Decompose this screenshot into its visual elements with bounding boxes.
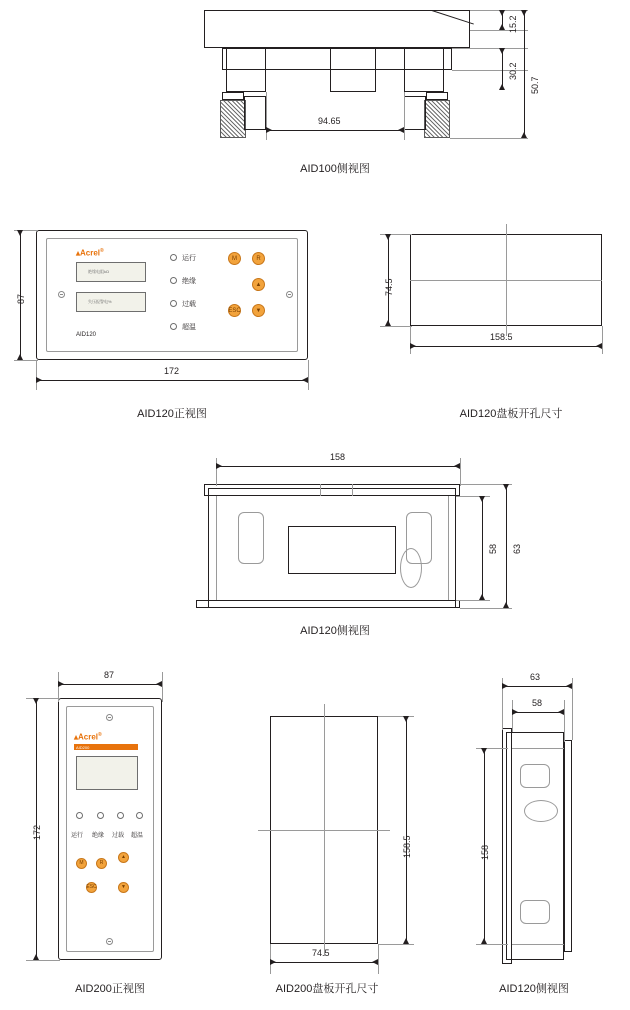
dim-arrow-63-bottom xyxy=(503,602,509,608)
aid200-lcd xyxy=(76,756,138,790)
dim-arrow-158-5-right xyxy=(596,343,602,349)
caption-aid120-side-2: AID120侧视图 xyxy=(499,983,569,995)
aid120-screw-right xyxy=(286,291,293,298)
aid100-right-spring xyxy=(424,100,450,138)
aid200-led-insulation xyxy=(97,812,104,819)
aid200-model-text: AID200 xyxy=(76,745,90,750)
ext-line-cut200-2 xyxy=(378,944,414,945)
aid120-side-edge-left xyxy=(216,496,217,600)
aid120-side-edge-right xyxy=(448,496,449,600)
aid120-side2-top-slot xyxy=(520,764,550,788)
caption-aid200-cutout: AID200盘板开孔尺寸 xyxy=(275,983,379,995)
dim-50-7: 50.7 xyxy=(530,76,540,94)
dim-58: 58 xyxy=(488,543,498,554)
aid120-lcd-1 xyxy=(76,262,146,282)
dim-line-63 xyxy=(506,484,507,608)
aid100-left-foot xyxy=(222,92,244,100)
dim-arrow-94-65-left xyxy=(266,127,272,133)
dim-arrow-58-top xyxy=(479,496,485,502)
ext-line-cut200-4 xyxy=(378,944,379,974)
dim-arrow-87-bottom xyxy=(17,354,23,360)
dim-line-158-5 xyxy=(410,346,602,347)
dim-63-2: 63 xyxy=(530,672,541,682)
aid200-button-m[interactable]: M xyxy=(76,858,87,869)
aid120-brand-logo xyxy=(76,248,104,258)
caption-aid120-front: AID120正视图 xyxy=(137,408,207,420)
aid100-top-edge xyxy=(204,10,434,11)
dim-158-5-h: 158.5 xyxy=(402,835,412,858)
dim-arrow-58-2-left xyxy=(512,709,518,715)
dim-arrow-158-5h-top xyxy=(403,716,409,722)
dim-line-58 xyxy=(482,496,483,600)
aid100-left-spring xyxy=(220,100,246,138)
aid200-screw-bottom xyxy=(106,938,113,945)
aid120-led-run xyxy=(170,254,177,261)
dim-line-94-65 xyxy=(266,130,404,131)
dim-63: 63 xyxy=(512,543,522,554)
aid200-brand-logo xyxy=(74,732,102,742)
aid120-button-r[interactable]: R xyxy=(252,252,265,265)
dim-arrow-87w-left xyxy=(58,681,64,687)
dim-arrow-87w-right xyxy=(156,681,162,687)
dim-arrow-30-2-top xyxy=(499,48,505,54)
ext-line-aid120s2-3 xyxy=(512,700,513,732)
dim-arrow-15-2-bottom xyxy=(499,24,505,30)
aid200-screw-top xyxy=(106,714,113,721)
dim-arrow-172-left xyxy=(36,377,42,383)
aid200-led-run xyxy=(76,812,83,819)
ext-line-cut120-3 xyxy=(410,326,411,354)
dim-line-158 xyxy=(216,466,460,467)
acrel-mark-icon-2: ▴ xyxy=(74,732,79,742)
aid120-side-faceplate xyxy=(204,484,460,496)
figure-aid120-side-2 xyxy=(420,660,630,1010)
dim-94-65: 94.65 xyxy=(318,116,341,126)
dim-arrow-158-2-bottom xyxy=(481,938,487,944)
dim-158: 158 xyxy=(330,452,346,462)
aid200-led-label-overload: 过载 xyxy=(112,833,125,839)
aid120-side2-inner-line-2 xyxy=(512,944,564,945)
aid200-led-overheat xyxy=(136,812,143,819)
dim-172-height: 172 xyxy=(32,824,42,840)
dim-arrow-172-right xyxy=(302,377,308,383)
ext-line-aid200f-3 xyxy=(26,698,60,699)
dim-87-width: 87 xyxy=(104,670,115,680)
aid100-right-leg xyxy=(404,48,444,92)
aid120-led-overheat xyxy=(170,323,177,330)
dim-line-63-2 xyxy=(502,686,572,687)
aid120-led-label-overload: 过载 xyxy=(182,301,196,308)
dim-arrow-58-bottom xyxy=(479,594,485,600)
aid200-led-label-run: 运行 xyxy=(71,833,84,839)
aid200-button-esc[interactable]: ESC xyxy=(86,882,97,893)
figure-aid100-side xyxy=(0,0,630,190)
dim-arrow-158-5-left xyxy=(410,343,416,349)
acrel-mark-icon: ▴ xyxy=(76,248,81,258)
dim-74-5: 74.5 xyxy=(384,278,394,296)
dim-30-2: 30.2 xyxy=(508,62,518,80)
dim-arrow-15-2-top xyxy=(499,10,505,16)
aid200-brand-text: Acrel xyxy=(78,732,99,742)
dim-arrow-58-2-right xyxy=(558,709,564,715)
dim-line-172 xyxy=(36,380,308,381)
aid120-button-esc[interactable]: ESC xyxy=(228,304,241,317)
aid120-side2-right-flange xyxy=(564,740,572,952)
ext-line-aid120s2-2 xyxy=(572,678,573,740)
dim-arrow-94-65-right xyxy=(398,127,404,133)
figure-aid200-front xyxy=(0,660,220,1010)
dim-line-58-2 xyxy=(512,712,564,713)
dim-158-5: 158.5 xyxy=(490,332,513,342)
aid120-side-bottom-flange xyxy=(196,600,460,608)
caption-aid120-cutout: AID120盘板开孔尺寸 xyxy=(459,408,563,420)
dim-arrow-74-5w-right xyxy=(372,959,378,965)
aid200-led-label-insulation: 绝缘 xyxy=(92,833,105,839)
aid200-led-label-overheat: 超温 xyxy=(131,833,144,839)
caption-aid200-front: AID200正视图 xyxy=(75,983,145,995)
dim-arrow-74-5-bottom xyxy=(385,320,391,326)
figure-aid120-front xyxy=(0,220,330,420)
ext-line-aid200f-4 xyxy=(26,960,60,961)
aid120-led-insulation xyxy=(170,277,177,284)
dim-line-158-5-h xyxy=(406,716,407,944)
dim-arrow-63-top xyxy=(503,484,509,490)
aid120-cutout-centerline-v xyxy=(506,224,507,336)
ext-line-aid120s-4 xyxy=(456,600,490,601)
ext-line-aid100-3 xyxy=(452,48,528,49)
ext-line-aid120s2-6 xyxy=(476,944,508,945)
dim-arrow-50-7-bottom xyxy=(521,132,527,138)
aid200-panel-inner xyxy=(66,706,154,952)
aid120-led-label-run: 运行 xyxy=(182,255,196,262)
ext-line-aid100-7 xyxy=(404,92,405,140)
figure-aid120-side xyxy=(0,440,630,640)
aid120-side-inner-box xyxy=(288,526,396,574)
dim-line-74-5-w xyxy=(270,962,378,963)
figure-aid200-cutout xyxy=(220,660,420,1010)
dim-15-2: 15.2 xyxy=(508,15,518,33)
dim-87: 87 xyxy=(16,293,26,304)
aid120-lcd-line-1: 绝缘电阻kΩ xyxy=(88,269,109,274)
ext-line-aid120f-3 xyxy=(36,360,37,390)
ext-line-aid100-5 xyxy=(450,138,528,139)
dim-arrow-30-2-bottom xyxy=(499,84,505,90)
aid100-body-outline xyxy=(204,10,470,48)
aid120-side-divider-2 xyxy=(352,484,353,496)
dim-line-87-width xyxy=(58,684,162,685)
ext-line-aid120s-6 xyxy=(460,608,512,609)
aid120-brand-text: Acrel xyxy=(80,248,101,258)
aid120-led-label-overheat: 超温 xyxy=(182,324,196,331)
aid120-model-text: AID120 xyxy=(76,332,97,338)
dim-arrow-158-5h-bottom xyxy=(403,938,409,944)
ext-line-aid120s-2 xyxy=(460,458,461,486)
registered-icon: ® xyxy=(100,248,104,254)
aid120-screw-left xyxy=(58,291,65,298)
dim-arrow-158-right xyxy=(454,463,460,469)
aid120-side2-bottom-slot xyxy=(520,900,550,924)
aid120-side-divider-1 xyxy=(320,484,321,496)
dim-58-2: 58 xyxy=(532,698,543,708)
ext-line-aid120f-4 xyxy=(308,360,309,390)
dim-line-50-7 xyxy=(524,10,525,138)
caption-aid100-side: AID100侧视图 xyxy=(300,163,370,175)
aid100-right-foot xyxy=(426,92,448,100)
dim-arrow-87-top xyxy=(17,230,23,236)
aid100-center-block xyxy=(330,48,376,92)
aid120-side2-faceplate xyxy=(502,728,512,964)
dim-arrow-74-5w-left xyxy=(270,959,276,965)
dim-arrow-50-7-top xyxy=(521,10,527,16)
aid100-left-tab xyxy=(244,96,266,130)
dim-158-2: 158 xyxy=(480,844,490,860)
dim-74-5-w: 74.5 xyxy=(312,948,330,958)
aid120-led-label-insulation: 绝缘 xyxy=(182,278,196,285)
ext-line-aid200f-2 xyxy=(162,672,163,702)
aid100-right-tab xyxy=(404,96,426,130)
figure-aid120-cutout xyxy=(330,220,630,420)
aid200-button-up[interactable]: ▲ xyxy=(118,852,129,863)
ext-line-aid120f-2 xyxy=(14,360,38,361)
aid120-button-down[interactable]: ▼ xyxy=(252,304,265,317)
dim-arrow-158-left xyxy=(216,463,222,469)
caption-aid120-side: AID120侧视图 xyxy=(300,625,370,637)
dim-arrow-63-2-right xyxy=(566,683,572,689)
dim-arrow-63-2-left xyxy=(502,683,508,689)
aid200-led-overload xyxy=(117,812,124,819)
aid120-lcd-line-2: 失压报警电% xyxy=(88,299,112,304)
aid120-side-ellipse xyxy=(400,548,422,588)
aid120-side2-inner-line-1 xyxy=(512,748,564,749)
aid100-left-leg xyxy=(226,48,266,92)
registered-icon-2: ® xyxy=(98,732,102,738)
aid200-button-down[interactable]: ▼ xyxy=(118,882,129,893)
dim-172: 172 xyxy=(164,366,180,376)
aid120-button-up[interactable]: ▲ xyxy=(252,278,265,291)
aid200-cutout-centerline-h xyxy=(258,830,390,831)
aid120-side-left-slot xyxy=(238,512,264,564)
dim-arrow-172h-bottom xyxy=(33,954,39,960)
ext-line-aid100-2 xyxy=(470,30,528,31)
dim-arrow-172h-top xyxy=(33,698,39,704)
aid120-led-overload xyxy=(170,300,177,307)
aid200-button-r[interactable]: R xyxy=(96,858,107,869)
aid120-button-m[interactable]: M xyxy=(228,252,241,265)
ext-line-cut120-2 xyxy=(380,326,412,327)
aid120-side2-ellipse xyxy=(524,800,558,822)
dim-arrow-74-5-top xyxy=(385,234,391,240)
dim-arrow-158-2-top xyxy=(481,748,487,754)
ext-line-aid120s2-4 xyxy=(564,700,565,742)
ext-line-cut120-4 xyxy=(602,326,603,354)
